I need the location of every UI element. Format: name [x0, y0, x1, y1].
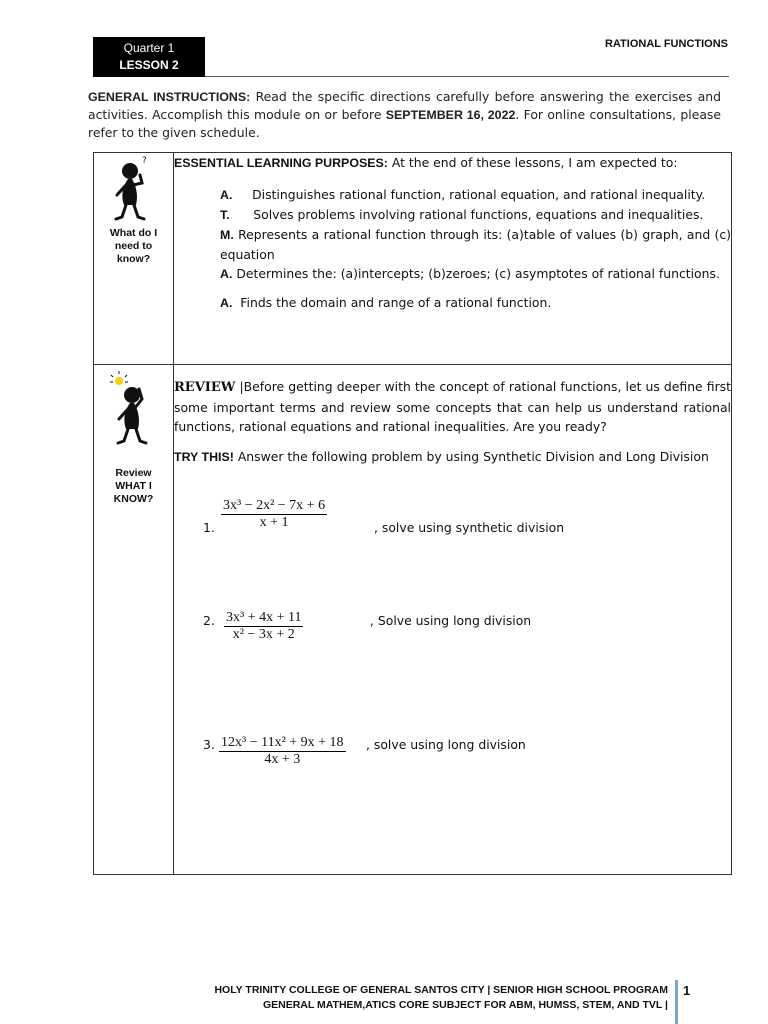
- review-label: REVIEW: [174, 380, 236, 395]
- purpose-item: A. Distinguishes rational function, rational equation, and rational inequality.: [220, 187, 706, 202]
- problem-number: 3.: [203, 737, 215, 752]
- footer-subject: GENERAL MATHEM,ATICS CORE SUBJECT FOR ABM, HUMSS, STEM, AND TVL |: [262, 999, 668, 1011]
- fraction-numerator: 3x³ + 4x + 11: [226, 610, 302, 625]
- instructions-text-end: . For online consultations, please refer to the given schedule.: [88, 107, 721, 140]
- svg-text:?: ?: [141, 156, 147, 166]
- side-cell-review: [94, 365, 174, 875]
- fraction-numerator: 3x³ − 2x² − 7x + 6: [223, 498, 326, 513]
- lesson-table: [93, 152, 732, 875]
- learning-purposes-list: [220, 185, 731, 313]
- side-label-review: Review WHAT I KNOW?: [113, 467, 154, 505]
- deadline-date: SEPTEMBER 16, 2022: [385, 108, 516, 122]
- side-label-know: What do I need to know?: [109, 227, 158, 265]
- quarter-label: Quarter 1: [123, 41, 175, 55]
- purpose-item: A. Determines the: (a)intercepts; (b)zeroes; (c) asymptotes of rational functions.: [220, 266, 720, 281]
- fraction-denominator: x² − 3x + 2: [224, 626, 303, 643]
- thinking-figure-icon: [106, 153, 162, 227]
- module-title: RATIONAL FUNCTIONS: [604, 38, 728, 50]
- try-this-label: TRY THIS!: [174, 449, 234, 464]
- review-paragraph: REVIEW |Before getting deeper with the concept of rational functions, let us define first some important terms and review some concepts that can help us understand rational functions, rational equations and rational inequalities. Are you ready?: [174, 379, 731, 434]
- problem-instruction: , solve using synthetic division: [374, 520, 565, 535]
- purpose-item: A. Finds the domain and range of a rational function.: [220, 295, 552, 310]
- header-divider: [205, 76, 729, 77]
- fraction-denominator: x + 1: [221, 514, 327, 531]
- problem-number: 2.: [203, 613, 215, 628]
- lesson-header-box: [93, 37, 205, 77]
- fraction-denominator: 4x + 3: [219, 751, 346, 768]
- page-number: 1: [683, 983, 691, 998]
- footer-divider: [675, 980, 678, 1024]
- fraction-numerator: 12x³ − 11x² + 9x + 18: [221, 735, 344, 750]
- learning-purposes-cell: [174, 153, 732, 365]
- lesson-label: LESSON 2: [119, 58, 179, 72]
- instructions-text: Read the specific directions carefully before answering the exercises and activities. Accomplish this module on or before: [88, 89, 722, 122]
- try-this-paragraph: TRY THIS! Answer the following problem by using Synthetic Division and Long Division: [174, 448, 709, 464]
- side-cell-know: [94, 153, 174, 365]
- problem-number: 1.: [203, 520, 215, 535]
- problem-instruction: , Solve using long division: [370, 613, 532, 628]
- review-cell: [174, 365, 732, 875]
- problem-fraction: [224, 610, 303, 643]
- idea-figure-icon: [106, 365, 162, 453]
- page-footer: [214, 983, 668, 1013]
- purpose-item: T. Solves problems involving rational functions, equations and inequalities.: [220, 207, 704, 222]
- problem-fraction: [221, 498, 327, 531]
- learning-purposes-heading: ESSENTIAL LEARNING PURPOSES: At the end of these lessons, I am expected to:: [174, 155, 678, 170]
- problem-instruction: , solve using long division: [366, 737, 526, 752]
- footer-school: HOLY TRINITY COLLEGE OF GENERAL SANTOS CITY | SENIOR HIGH SCHOOL PROGRAM: [214, 984, 668, 996]
- general-instructions: [88, 88, 721, 141]
- purpose-item: M. Represents a rational function through its: (a)table of values (b) graph, and (c) equation: [220, 227, 731, 262]
- instructions-label: GENERAL INSTRUCTIONS:: [88, 90, 251, 104]
- problem-fraction: [219, 735, 346, 768]
